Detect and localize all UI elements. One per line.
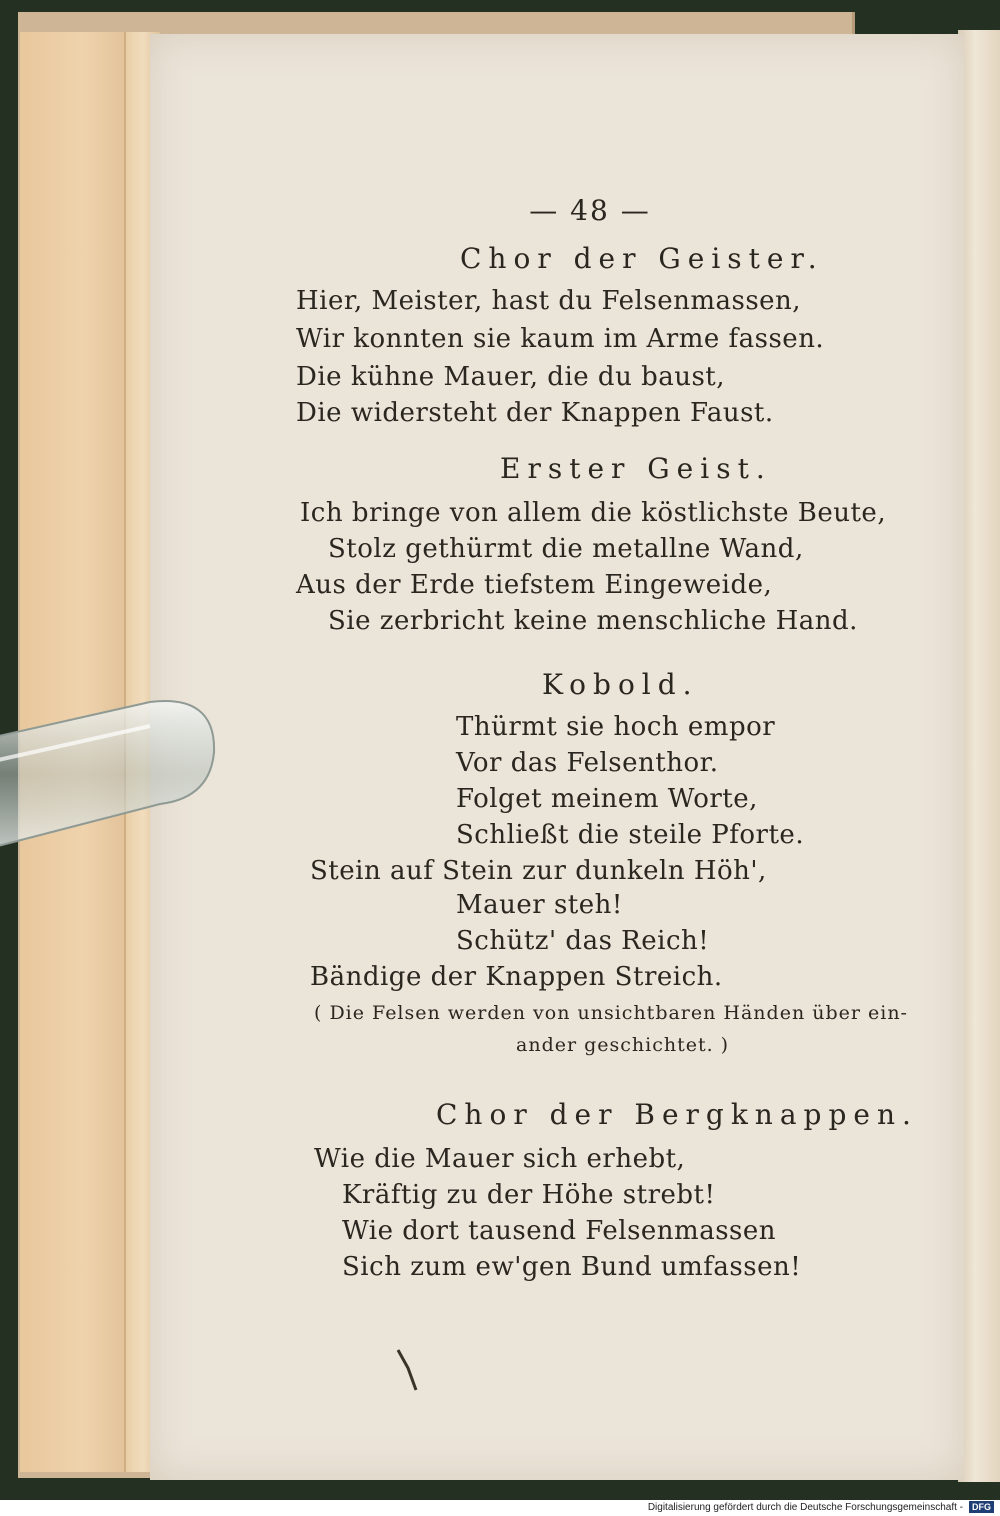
verse-line: Wie dort tausend Felsenmassen bbox=[342, 1216, 777, 1246]
verse-line: Schließt die steile Pforte. bbox=[456, 820, 805, 850]
verse-line: Folget meinem Worte, bbox=[456, 784, 758, 814]
footer-text: Digitalisierung gefördert durch die Deutsche Forschungsgemeinschaft - bbox=[647, 1502, 963, 1513]
verse-line: Die kühne Mauer, die du baust, bbox=[296, 362, 726, 392]
book-page bbox=[150, 34, 964, 1480]
heading-kobold: Kobold. bbox=[542, 668, 699, 701]
stage-direction: ( Die Felsen werden von unsichtbaren Händen über ein- bbox=[314, 1002, 908, 1024]
verse-line: Bändige der Knappen Streich. bbox=[310, 962, 723, 992]
verse-line: Thürmt sie hoch empor bbox=[456, 712, 776, 742]
verse-line: Sich zum ew'gen Bund umfassen! bbox=[342, 1252, 802, 1282]
verse-line: Hier, Meister, hast du Felsenmassen, bbox=[296, 286, 802, 316]
verse-line: Mauer steh! bbox=[456, 890, 623, 920]
book-spine bbox=[20, 32, 126, 1472]
heading-chor-der-geister: Chor der Geister. bbox=[460, 242, 824, 275]
page-number: — 48 — bbox=[529, 194, 651, 227]
verse-line: Sie zerbricht keine menschliche Hand. bbox=[328, 606, 858, 636]
verse-line: Wir konnten sie kaum im Arme fassen. bbox=[296, 324, 825, 354]
verse-line: Aus der Erde tiefstem Eingeweide, bbox=[296, 570, 773, 600]
dfg-logo: DFG bbox=[969, 1501, 994, 1513]
verse-line: Schütz' das Reich! bbox=[456, 926, 710, 956]
heading-erster-geist: Erster Geist. bbox=[500, 452, 772, 485]
page-text bbox=[150, 34, 964, 1480]
verse-line: Die widersteht der Knappen Faust. bbox=[296, 398, 774, 428]
verse-line: Stolz gethürmt die metallne Wand, bbox=[328, 534, 804, 564]
verse-line: Wie die Mauer sich erhebt, bbox=[314, 1144, 686, 1174]
verse-line: Ich bringe von allem die köstlichste Beute, bbox=[300, 498, 887, 528]
stage-direction: ander geschichtet. ) bbox=[516, 1034, 730, 1056]
verse-line: Vor das Felsenthor. bbox=[456, 748, 719, 778]
page-stack-edge bbox=[958, 30, 1000, 1482]
verse-line: Stein auf Stein zur dunkeln Höh', bbox=[310, 856, 767, 886]
heading-chor-der-bergknappen: Chor der Bergknappen. bbox=[436, 1098, 918, 1131]
ink-mark bbox=[394, 1346, 424, 1396]
digitization-footer bbox=[0, 1500, 1000, 1516]
verse-line: Kräftig zu der Höhe strebt! bbox=[342, 1180, 716, 1210]
